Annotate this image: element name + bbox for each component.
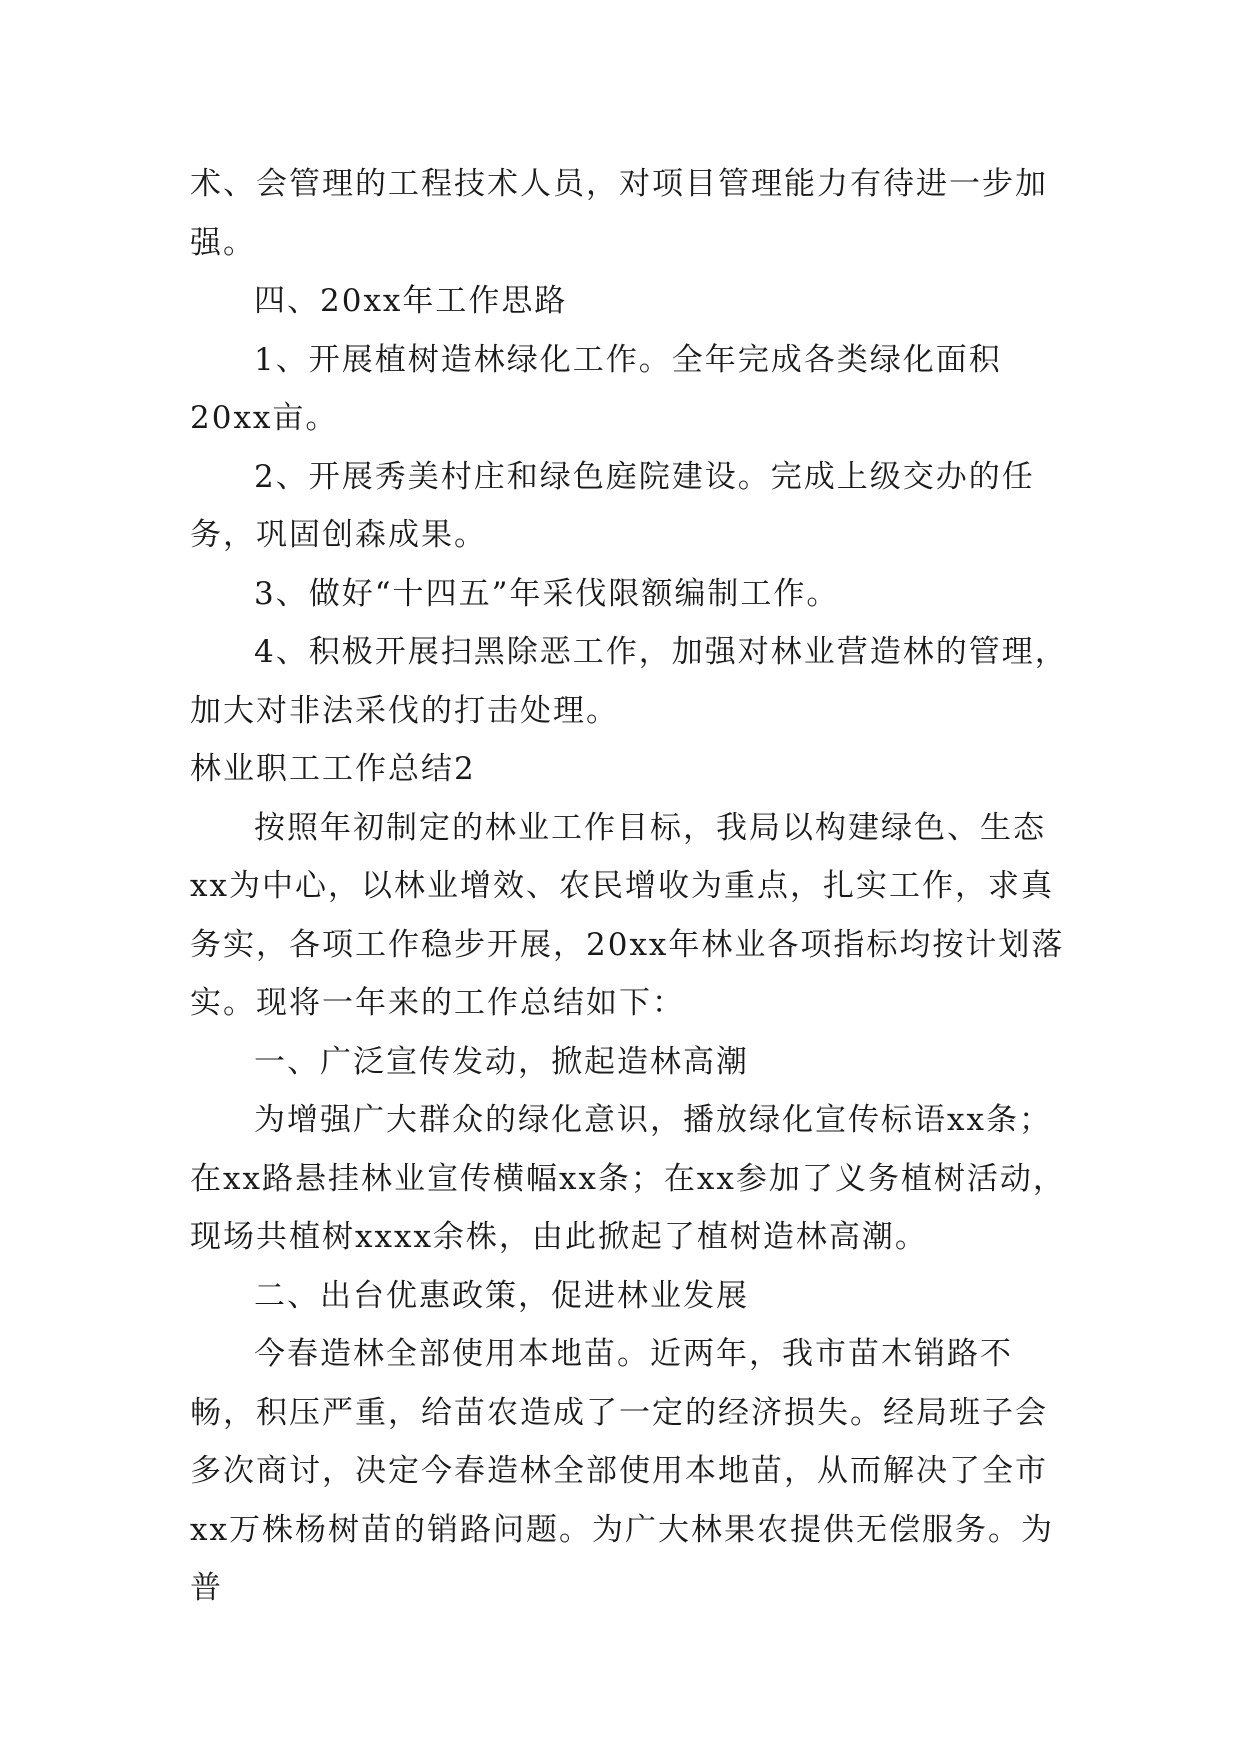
policy-paragraph: 今春造林全部使用本地苗。近两年，我市苗木销路不畅，积压严重，给苗农造成了一定的经济损失。经局班子会多次商讨，决定今春造林全部使用本地苗，从而解决了全市xx万株杨树苗的销路问题。为广大林果农提供无偿服务。为普 — [190, 1336, 1054, 1606]
section-heading-policy: 二、出台优惠政策，促进林业发展 — [254, 1277, 749, 1314]
list-item-logging-quota: 3、做好“十四五”年采伐限额编制工作。 — [254, 575, 840, 612]
section-heading-work-plan: 四、20xx年工作思路 — [254, 283, 568, 319]
list-item-village-construction: 2、开展秀美村庄和绿色庭院建设。完成上级交办的任务，巩固创森成果。 — [190, 458, 1035, 553]
publicity-paragraph: 为增强广大群众的绿化意识，播放绿化宣传标语xx条；在xx路悬挂林业宣传横幅xx条；在xx参加了义务植树活动，现场共植树xxxx余株，由此掀起了植树造林高潮。 — [190, 1102, 1066, 1255]
intro-paragraph: 按照年初制定的林业工作目标，我局以构建绿色、生态xx为中心，以林业增效、农民增收为重点，扎实工作，求真务实，各项工作稳步开展，20xx年林业各项指标均按计划落实。现将一年来的工作总结如下： — [190, 809, 1065, 1021]
list-item-afforestation: 1、开展植树造林绿化工作。全年完成各类绿化面积20xx亩。 — [190, 341, 1002, 436]
section-heading-publicity: 一、广泛宣传发动，掀起造林高潮 — [254, 1043, 749, 1080]
paragraph-continuation: 术、会管理的工程技术人员，对项目管理能力有待进一步加强。 — [190, 166, 1048, 261]
document-body — [190, 155, 1070, 1618]
document-title-2: 林业职工工作总结2 — [190, 751, 476, 787]
list-item-crime-crackdown: 4、积极开展扫黑除恶工作，加强对林业营造林的管理，加大对非法采伐的打击处理。 — [190, 634, 1068, 729]
